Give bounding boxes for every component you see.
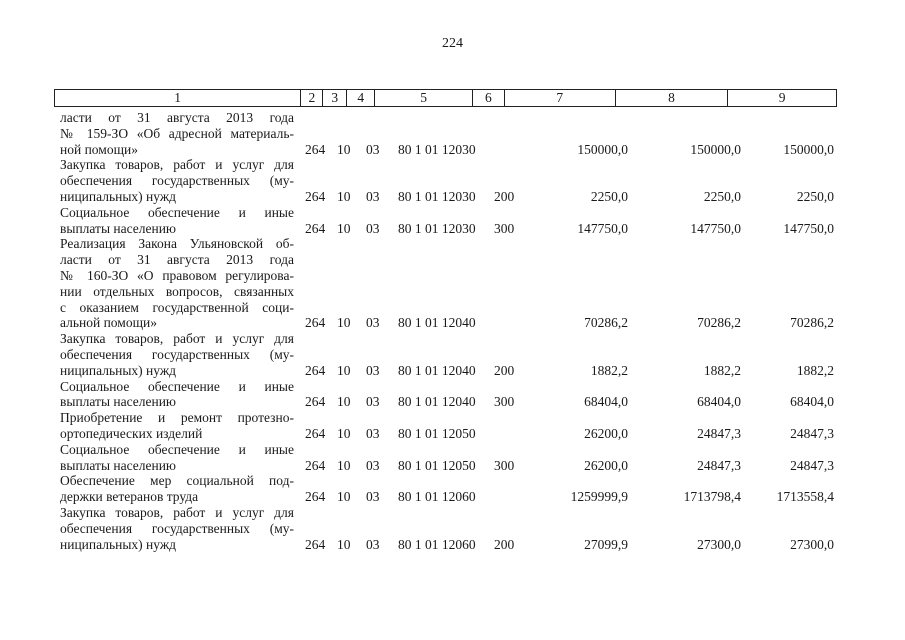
table-row xyxy=(0,473,905,505)
table-row xyxy=(0,379,905,411)
subsection-code: 03 xyxy=(366,394,380,410)
amount-col-7: 70286,2 xyxy=(584,315,628,331)
row-description xyxy=(60,379,294,411)
expense-type-code: 300 xyxy=(494,457,515,473)
target-article-code: 80 1 01 12060 xyxy=(398,489,476,505)
table-row xyxy=(0,236,905,331)
description-line: ортопедических изделий xyxy=(60,425,203,441)
chapter-code: 264 xyxy=(305,362,326,378)
amount-col-8: 1882,2 xyxy=(703,362,741,378)
amount-col-9: 2250,0 xyxy=(796,188,834,204)
header-cell-9: 9 xyxy=(727,90,836,106)
table-header xyxy=(54,89,837,107)
chapter-code: 264 xyxy=(305,315,326,331)
table-row xyxy=(0,331,905,378)
description-line: нии отдельных вопросов, связанных xyxy=(60,283,294,299)
amount-col-9: 1882,2 xyxy=(796,362,834,378)
amount-col-9: 68404,0 xyxy=(790,394,834,410)
description-line: Реализация Закона Ульяновской об- xyxy=(60,236,294,252)
description-line: Приобретение и ремонт протезно- xyxy=(60,410,294,426)
amount-col-9: 24847,3 xyxy=(790,457,834,473)
amount-col-7: 1882,2 xyxy=(590,362,628,378)
expense-type-code: 300 xyxy=(494,394,515,410)
table-row xyxy=(0,110,905,157)
subsection-code: 03 xyxy=(366,188,380,204)
description-line: Закупка товаров, работ и услуг для xyxy=(60,331,294,347)
description-line: держки ветеранов труда xyxy=(60,489,199,505)
amount-col-9: 27300,0 xyxy=(790,536,834,552)
target-article-code: 80 1 01 12030 xyxy=(398,220,476,236)
target-article-code: 80 1 01 12050 xyxy=(398,457,476,473)
amount-col-8: 24847,3 xyxy=(697,457,741,473)
expense-type-code: 300 xyxy=(494,220,515,236)
description-line: Обеспечение мер социальной под- xyxy=(60,473,294,489)
amount-col-9: 70286,2 xyxy=(790,315,834,331)
header-cell-7: 7 xyxy=(504,90,615,106)
table-row xyxy=(0,205,905,237)
amount-col-7: 68404,0 xyxy=(584,394,628,410)
description-line: ласти от 31 августа 2013 года xyxy=(60,110,294,125)
amount-col-7: 1259999,9 xyxy=(570,489,628,505)
header-cell-3: 3 xyxy=(322,90,346,106)
amount-col-8: 147750,0 xyxy=(690,220,741,236)
chapter-code: 264 xyxy=(305,141,326,157)
description-line: ниципальных) нужд xyxy=(60,188,177,204)
description-line: Закупка товаров, работ и услуг для xyxy=(60,504,294,520)
amount-col-7: 147750,0 xyxy=(577,220,628,236)
header-cell-4: 4 xyxy=(346,90,374,106)
amount-col-9: 1713558,4 xyxy=(776,489,834,505)
amount-col-7: 26200,0 xyxy=(584,457,628,473)
subsection-code: 03 xyxy=(366,362,380,378)
target-article-code: 80 1 01 12050 xyxy=(398,425,476,441)
chapter-code: 264 xyxy=(305,220,326,236)
expense-type-code: 200 xyxy=(494,188,515,204)
amount-col-9: 24847,3 xyxy=(790,425,834,441)
target-article-code: 80 1 01 12060 xyxy=(398,536,476,552)
row-description xyxy=(60,410,294,442)
header-cell-5: 5 xyxy=(374,90,472,106)
expense-type-code: 200 xyxy=(494,536,515,552)
amount-col-8: 24847,3 xyxy=(697,425,741,441)
description-line: выплаты населению xyxy=(60,394,177,410)
section-code: 10 xyxy=(337,425,351,441)
description-line: альной помощи» xyxy=(60,315,157,331)
chapter-code: 264 xyxy=(305,489,326,505)
amount-col-8: 2250,0 xyxy=(703,188,741,204)
table-row xyxy=(0,157,905,204)
table-row xyxy=(0,505,905,552)
chapter-code: 264 xyxy=(305,457,326,473)
section-code: 10 xyxy=(337,362,351,378)
amount-col-7: 150000,0 xyxy=(577,141,628,157)
subsection-code: 03 xyxy=(366,536,380,552)
table-row xyxy=(0,442,905,474)
expense-type-code: 200 xyxy=(494,362,515,378)
description-line: обеспечения государственных (му- xyxy=(60,520,294,536)
subsection-code: 03 xyxy=(366,425,380,441)
target-article-code: 80 1 01 12040 xyxy=(398,394,476,410)
description-line: обеспечения государственных (му- xyxy=(60,173,294,189)
chapter-code: 264 xyxy=(305,188,326,204)
subsection-code: 03 xyxy=(366,141,380,157)
amount-col-8: 1713798,4 xyxy=(683,489,741,505)
description-line: Социальное обеспечение и иные xyxy=(60,204,294,220)
amount-col-7: 26200,0 xyxy=(584,425,628,441)
target-article-code: 80 1 01 12040 xyxy=(398,315,476,331)
description-line: ласти от 31 августа 2013 года xyxy=(60,252,294,268)
description-line: с оказанием государственной соци- xyxy=(60,299,294,315)
page-number: 224 xyxy=(442,36,463,51)
row-description xyxy=(60,157,294,204)
section-code: 10 xyxy=(337,457,351,473)
section-code: 10 xyxy=(337,141,351,157)
chapter-code: 264 xyxy=(305,394,326,410)
row-description xyxy=(60,205,294,237)
target-article-code: 80 1 01 12040 xyxy=(398,362,476,378)
description-line: ниципальных) нужд xyxy=(60,362,177,378)
description-line: Закупка товаров, работ и услуг для xyxy=(60,157,294,173)
subsection-code: 03 xyxy=(366,315,380,331)
description-line: выплаты населению xyxy=(60,220,177,236)
header-cell-1: 1 xyxy=(174,90,182,105)
amount-col-7: 27099,9 xyxy=(584,536,628,552)
row-description xyxy=(60,110,294,157)
section-code: 10 xyxy=(337,489,351,505)
amount-col-8: 70286,2 xyxy=(697,315,741,331)
description-line: обеспечения государственных (му- xyxy=(60,346,294,362)
subsection-code: 03 xyxy=(366,489,380,505)
description-line: № 159-ЗО «Об адресной материаль- xyxy=(60,125,294,141)
target-article-code: 80 1 01 12030 xyxy=(398,188,476,204)
amount-col-9: 147750,0 xyxy=(783,220,834,236)
section-code: 10 xyxy=(337,536,351,552)
amount-col-7: 2250,0 xyxy=(590,188,628,204)
row-description xyxy=(60,473,294,505)
header-cell-8: 8 xyxy=(615,90,728,106)
table-body xyxy=(0,110,905,552)
section-code: 10 xyxy=(337,220,351,236)
description-line: выплаты населению xyxy=(60,457,177,473)
row-description xyxy=(60,331,294,378)
description-line: Социальное обеспечение и иные xyxy=(60,441,294,457)
description-line: ной помощи» xyxy=(60,141,138,157)
chapter-code: 264 xyxy=(305,536,326,552)
target-article-code: 80 1 01 12030 xyxy=(398,141,476,157)
row-description xyxy=(60,505,294,552)
amount-col-9: 150000,0 xyxy=(783,141,834,157)
row-description xyxy=(60,442,294,474)
header-cell-2: 2 xyxy=(300,90,322,106)
subsection-code: 03 xyxy=(366,457,380,473)
row-description xyxy=(60,236,294,331)
subsection-code: 03 xyxy=(366,220,380,236)
table-row xyxy=(0,410,905,442)
description-line: ниципальных) нужд xyxy=(60,536,177,552)
description-line: № 160-ЗО «О правовом регулирова- xyxy=(60,267,294,283)
description-line: Социальное обеспечение и иные xyxy=(60,378,294,394)
amount-col-8: 68404,0 xyxy=(697,394,741,410)
amount-col-8: 27300,0 xyxy=(697,536,741,552)
chapter-code: 264 xyxy=(305,425,326,441)
amount-col-8: 150000,0 xyxy=(690,141,741,157)
section-code: 10 xyxy=(337,188,351,204)
section-code: 10 xyxy=(337,315,351,331)
section-code: 10 xyxy=(337,394,351,410)
header-cell-6: 6 xyxy=(472,90,504,106)
